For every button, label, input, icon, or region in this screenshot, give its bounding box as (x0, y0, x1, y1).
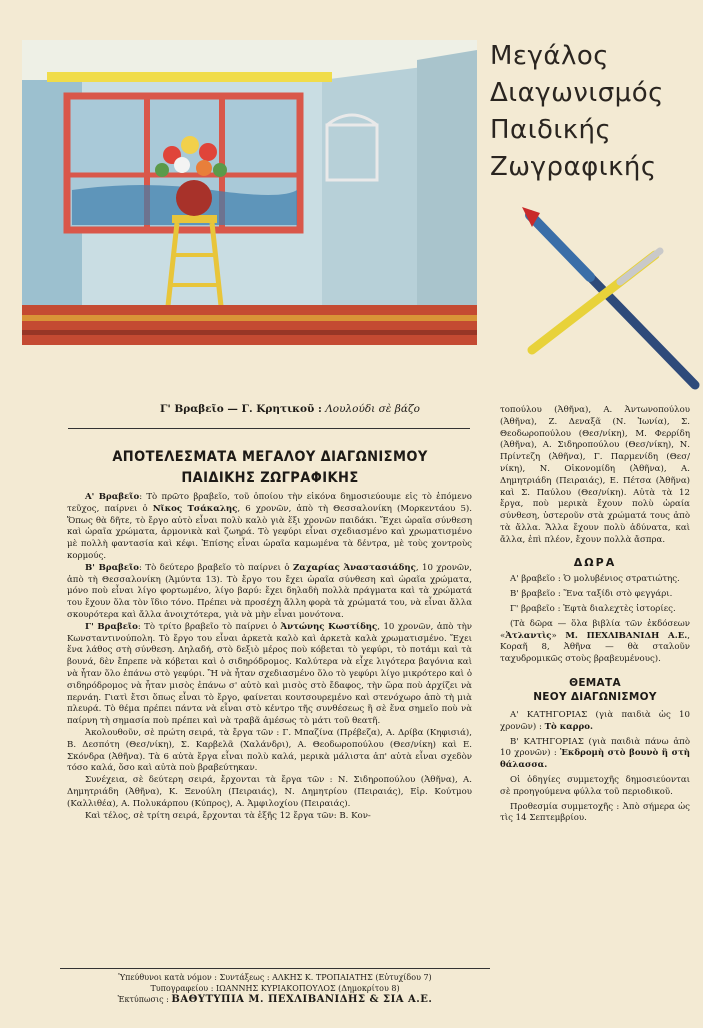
paragraph-text: : Τὸ δεύτερο βραβεῖο τὸ παίρνει ὁ (139, 562, 293, 573)
title-line: Διαγωνισμός (490, 78, 664, 108)
prize-label: Β' Βραβεῖο (85, 562, 140, 573)
divider (68, 428, 470, 429)
imprint-line (60, 994, 490, 1005)
painting-flower-vase (22, 40, 477, 345)
winner-name: Νῖκος Τσάκαλης (152, 503, 238, 514)
heading-line: ΘΕΜΑΤΑ (569, 676, 621, 689)
imprint-footer (60, 968, 490, 1005)
title-line: Μεγάλος (490, 41, 610, 71)
imprint-line: Ὑπεύθυνοι κατὰ νόμον : Συντάξεως : ΑΛΚΗΣ Κ. ΤΡΟΠΑΙΑΤΗΣ (Εὐτυχίδου 7) (118, 973, 432, 982)
article-headline (60, 447, 480, 489)
paintbrush-icon (520, 205, 700, 395)
paragraph-text: : Τὸ τρίτο βραβεῖο τὸ παίρνει ὁ (137, 621, 281, 632)
caption-prize: Γ' Βραβεῖο — Γ. Κρητικοῦ : (160, 403, 322, 415)
deadline: Προθεσμία συμμετοχῆς : Ἀπὸ σήμερα ὡς τὶς 14 Σεπτεμβρίου. (500, 801, 690, 824)
category-topic: Ἐκδρομὴ στὸ βουνὸ ἢ στὴ θάλασσα. (500, 748, 690, 771)
paragraph-text: : Τὸ πρῶτο βραβεῖο, τοῦ ὁποίου τὴν εἰκόνα δημοσιεύουμε εἰς τὸ ἑπόμενο τεῦχος, παίρνει ὁ (67, 492, 472, 514)
winner-name: Ζαχαρίας Ἀναστασιάδης (292, 562, 416, 573)
paragraph-continued: τοπούλου (Ἀθῆνα), Α. Ἀντωνοπούλου (Ἀθῆνα), Ζ. Δεναξᾶ (Ν. Ἰωνία), Σ. Θεοδωροπούλου (Θεσ/νίκη), Μ. Φερρίδη (Ἀθῆνα), Α. Σιδηροπούλου (Θεσ/νίκη), Ν. Πρίντεζη (Ἀθῆνα), Γ. Παρμενίδη (Θεσ/νίκη), Ν. Οἰκονομίδη (Ἀθῆνα), Α. Δημητριάδη (Πειραιάς), Ε. Πέτσα (Ἀθῆνα) καὶ Σ. Παύλου (Θεσ/νίκη). Αὐτὰ τὰ 12 ἔργα, ποὺ μερικὰ ἔχουν πολὺ ὡραία σύνθεση, ὑστεροῦν στὰ χρώματά τους ἀπὸ τὰ ἄλλα. Ἄλλα ἔχουν πολὺ ἀδύνατα, καὶ ἄλλα, ἐπὶ πλέον, ἔχουν πολλὰ ἄσπρα. (500, 405, 690, 545)
gifts-note (500, 619, 690, 666)
feature-title (490, 38, 690, 186)
heading-line: ΝΕΟΥ ΔΙΑΓΩΝΙΣΜΟΥ (533, 690, 657, 703)
article-left-column (67, 492, 472, 822)
category-label: Α' ΚΑΤΗΓΟΡΙΑΣ (γιὰ παιδιὰ ὡς 10 χρονῶν) : (500, 709, 690, 732)
paragraph-third-prize (67, 622, 472, 728)
imprint-label: Ἐκτύπωσις : (117, 995, 172, 1004)
imprint-line: Τυπογραφείου : ΙΩΑΝΝΗΣ ΚΥΡΙΑΚΟΠΟΥΛΟΣ (Δημοκρίτου 8) (150, 984, 400, 993)
headline-line: ΑΠΟΤΕΛΕΣΜΑΤΑ ΜΕΓΑΛΟΥ ΔΙΑΓΩΝΙΣΜΟΥ (112, 449, 428, 465)
caption-work-title: Λουλούδι σὲ βάζο (325, 403, 420, 415)
prize-label: Γ' Βραβεῖο (85, 621, 138, 632)
category-topic: Τὸ καρρο. (544, 721, 593, 732)
note-text: , Κοραῆ 8, Ἀθῆνα — θὰ σταλοῦν ταχυδρομικῶς στοὺς βραβευμένους). (500, 630, 690, 665)
category-b (500, 737, 690, 772)
painting-caption (110, 403, 470, 415)
gifts-heading: ΔΩΡΑ (573, 555, 617, 569)
publisher-brand: Ἀτλαντὶς (505, 630, 552, 641)
gift-item: Α' βραβεῖο : Ὁ μολυβένιος στρατιώτης. (510, 574, 680, 585)
headline-line: ΠΑΙΔΙΚΗΣ ΖΩΓΡΑΦΙΚΗΣ (181, 470, 359, 486)
category-label: Β' ΚΑΤΗΓΟΡΙΑΣ (γιὰ παιδιὰ πάνω ἀπὸ 10 χρονῶν) : (500, 736, 690, 759)
note-text: » (551, 630, 566, 641)
category-a (500, 710, 690, 734)
paragraph-text: , 10 χρονῶν, ἀπὸ τὴ Θεσσαλονίκη (Ἀμύντα 13). Τὸ ἔργο του ἔχει ὡραῖα σύνθεση καὶ ὡραῖα χρώματα, μόνο ποὺ εἶναι λίγο φορτωμένο, λίγο βαρύ: ἔχει δηλαδὴ πολλὰ πράγματα καὶ τὰ χρώματά του ἔχουν ὅλα τὸν ἴδιο τόνο. Πρέπει νὰ προσέχη ἄλλη φορὰ τὰ χρώματά του, νὰ εἶναι ἄλλα σκουρότερα καὶ ἄλλα ἀνοιχτότερα, γιὰ νὰ μὴν εἶναι μονότονα. (67, 562, 472, 620)
paragraph-third-series: Καὶ τέλος, σὲ τρίτη σειρά, ἔρχονται τὰ ἑξῆς 12 ἔργα τῶν: Β. Κον- (85, 810, 371, 821)
title-line: Παιδικής (490, 115, 612, 145)
publisher-name: Μ. ΠΕΧΛΙΒΑΝΙΔΗ Α.Ε. (565, 630, 688, 641)
title-line: Ζωγραφικής (490, 152, 657, 182)
gift-item: Γ' βραβεῖο : Ἑφτὰ διαλεχτὲς ἱστορίες. (510, 603, 676, 614)
instructions: Οἱ ὁδηγίες συμμετοχῆς δημοσιεύονται σὲ προηγούμενα φύλλα τοῦ περιοδικοῦ. (500, 774, 690, 797)
paragraph-first-series: Ἀκολουθοῦν, σὲ πρώτη σειρά, τὰ ἔργα τῶν : Γ. Μπαζίνα (Πρέβεζα), Α. Δρίβα (Κηφισιά), Β. Δεσπότη (Θεσ/νίκη), Σ. Καρβελᾶ (Χαλάνδρι), Α. Θεοδωροπούλου (Θεσ/νίκη) καὶ Ε. Σκόνδρα (Ἀθῆνα). Τὰ 6 αὐτὰ ἔργα εἶναι πολὺ καλά, μερικὰ μάλιστα ἀπ' αὐτὰ εἶναι σχεδὸν τόσο καλά, ὅσο καὶ αὐτὰ ποὺ βραβεύτηκαν. (67, 727, 472, 774)
prize-label: Α' Βραβεῖο (85, 492, 140, 502)
paragraph-text: , 6 χρονῶν, ἀπὸ τὴ Θεσσαλονίκη (Μορκεντάου 5). Ὅπως θὰ δῆτε, τὸ ἔργο αὐτὸ εἶναι πολὺ καλὸ γιὰ ἕξι χρονῶν παιδάκι. Ἔχει ὡραῖα σύνθεση καὶ ὡραῖα χρώματα, ἁρμονικὰ καὶ ζωηρά. Τὸ γεφύρι εἶναι σχεδιασμένο καὶ χρωματισμένο μὲ πολλὴ φαντασία καὶ κέφι. Ἐπίσης εἶναι ὡραῖα καμωμένα τὰ δέντρα, μὲ τοὺς χοντροὺς κορμούς. (67, 503, 472, 561)
note-text: (Τὰ δῶρα — ὅλα βιβλία τῶν ἐκδόσεων « (500, 618, 690, 641)
article-right-column (500, 405, 690, 828)
paragraph-second-series: Συνέχεια, σὲ δεύτερη σειρά, ἔρχονται τὰ ἔργα τῶν : Ν. Σιδηροπούλου (Ἀθῆνα), Α. Δημητριάδη (Ἀθῆνα), Κ. Ξενούλη (Πειραιάς), Ν. Δημητρίου (Πειραιάς), Εἰρ. Κούτμου (Καλλιθέα), Α. Πολυκάρπου (Κύπρος), Α. Ἀμφιλοχίου (Πειραιάς). (67, 775, 472, 809)
winner-name: Ἀντώνης Κωστίδης (280, 621, 378, 632)
paragraph-first-prize (67, 492, 472, 563)
paragraph-second-prize (67, 563, 472, 622)
printer-name: ΒΑΘΥΤΥΠΙΑ Μ. ΠΕΧΛΙΒΑΝΙΔΗΣ & ΣΙΑ Α.Ε. (171, 994, 433, 1005)
paragraph-text: , 10 χρονῶν, ἀπὸ τὴν Κωνσταντινούπολη. Τὸ ἔργο του εἶναι ἀρκετὰ καλὸ καὶ ἀρκετὰ καλὰ χρωματισμένο. Ἔχει ἕνα λάθος στὴ σύνθεση. Δηλαδή, στὸ δεξιὸ μέρος ποὺ κόβεται τὸ γεφύρι, τὸ ποτάμι καὶ τὰ βουνά, δὲν ἔπρεπε νὰ κόβεται καὶ ὁ σιδηρόδρομος. Καλύτερα νὰ εἶχε λιγότερα βαγόνια καὶ νὰ ἦταν ὅλο ἐπάνω στὸ γεφύρι. Ἢ νὰ ἦταν σχεδιασμένο ὅλο τὸ γεφύρι λίγο μικρότερο καὶ ὁ σιδηρόδρομος νὰ ἦταν μισὸς ἐπάνω σ' αὐτὸ καὶ μισὸς στὸ ἔδαφος, τὴν ὥρα ποὺ ἀρχίζει νὰ περνάη. Γιατὶ ἔτσι ὅπως εἶναι τὸ ἔργο, φαίνεται κουτσουρεμένο καὶ στενόχωρο ἀπὸ τὴ μιὰ πλευρά. Τὸ θέμα πρέπει πάντα νὰ εἶναι στὸ κέντρο τῆς συνθέσεως ἢ σὲ ἕνα σημεῖο ποὺ νὰ παίρνη τὴ σημασία ποὺ πρέπει καὶ νὰ τραβᾶ ἀμέσως τὸ μάτι τοῦ θεατῆ. (67, 621, 472, 727)
gift-item: Β' βραβεῖο : Ἕνα ταξίδι στὸ φεγγάρι. (510, 589, 673, 600)
new-contest-heading (500, 676, 690, 704)
